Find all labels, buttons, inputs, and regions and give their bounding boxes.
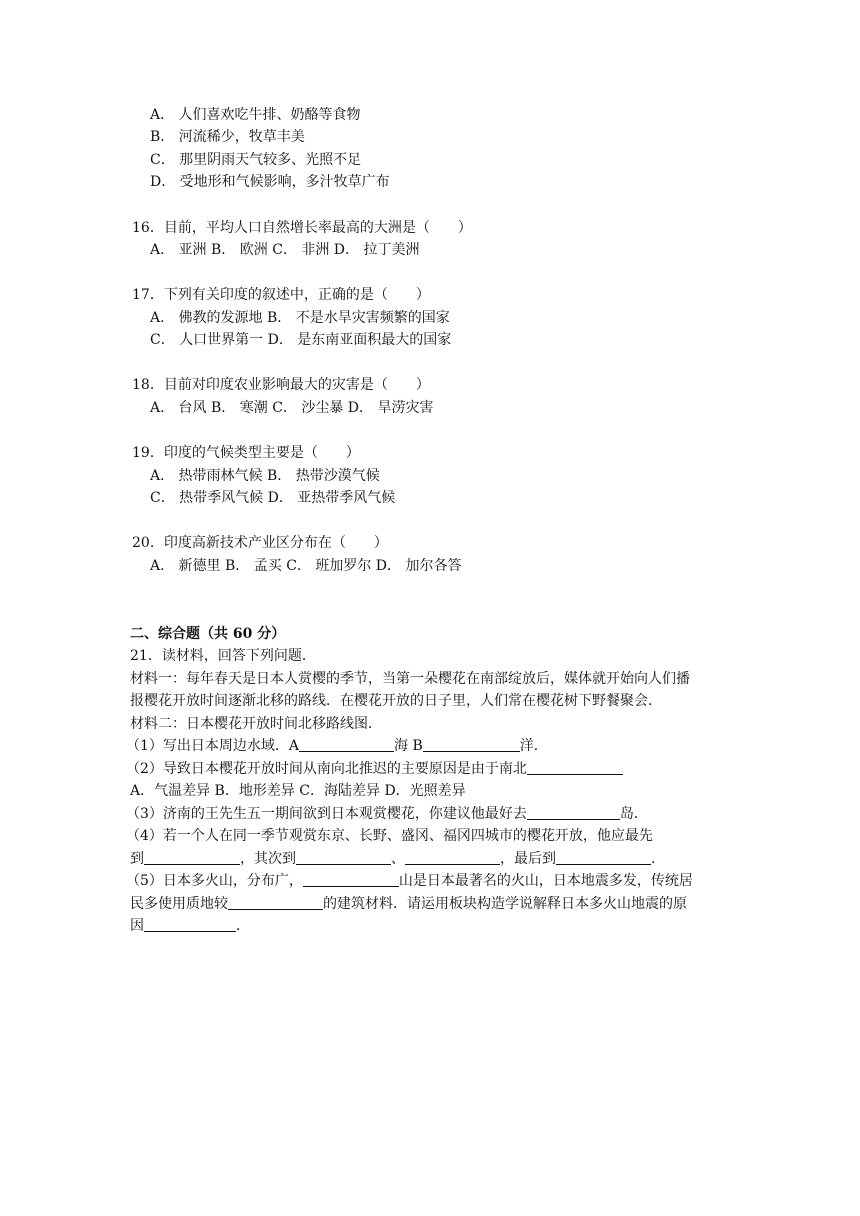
q21-part2-options: A．气温差异 B．地形差异 C．海陆差异 D．光照差异 — [130, 783, 466, 799]
answer-blank-second-city[interactable] — [296, 850, 391, 865]
q21-material1-line2: 报樱花开放时间逐渐北移的路线．在樱花开放的日子里，人们常在樱花树下野餐聚会． — [130, 693, 662, 709]
q21-part4-line2 — [130, 849, 665, 869]
q20-stem: 20．印度高新技术产业区分布在（ ） — [132, 535, 388, 551]
q21-part3 — [126, 804, 648, 824]
q21-part5-line1 — [126, 871, 693, 891]
q15-option-d: D． 受地形和气候影响，多汁牧草广布 — [150, 174, 390, 190]
q17-options-row2: C． 人口世界第一 D． 是东南亚面积最大的国家 — [150, 332, 452, 348]
q15-option-c: C． 那里阴雨天气较多、光照不足 — [150, 152, 362, 168]
q21-part5-line2 — [130, 894, 687, 914]
section-title: 二、综合题（共 60 分） — [130, 626, 286, 642]
answer-blank-part2[interactable] — [527, 760, 623, 775]
q17-stem: 17．下列有关印度的叙述中，正确的是（ ） — [132, 287, 430, 303]
q16-stem: 16．目前，平均人口自然增长率最高的大洲是（ ） — [132, 220, 472, 236]
q21-part4-line1: （4）若一个人在同一季节观赏东京、长野、盛冈、福冈四城市的樱花开放，他应最先 — [126, 828, 653, 844]
q21-part2-text: （2）导致日本樱花开放时间从南向北推迟的主要原因是由于南北 — [126, 761, 527, 777]
answer-blank-volcano[interactable] — [303, 872, 399, 887]
q19-options-row2: C． 热带季风气候 D． 亚热带季风气候 — [150, 490, 396, 506]
q21-material2: 材料二：日本樱花开放时间北移路线图． — [130, 716, 382, 732]
q21-part5-text-a: （5）日本多火山，分布广， — [126, 873, 303, 889]
q21-part4-text-c: 、 — [391, 851, 405, 867]
q19-stem: 19．印度的气候类型主要是（ ） — [132, 445, 360, 461]
q21-part5-text-b: 山是日本最著名的火山，日本地震多发，传统居 — [398, 873, 693, 889]
q16-options: A． 亚洲 B． 欧洲 C． 非洲 D． 拉丁美洲 — [150, 242, 420, 258]
q15-option-a: A． 人们喜欢吃牛排、奶酪等食物 — [150, 107, 361, 123]
q21-part3-text-b: 岛． — [619, 806, 648, 822]
q21-part5-text-f: ． — [236, 918, 250, 934]
q19-options-row1: A． 热带雨林气候 B． 热带沙漠气候 — [150, 468, 380, 484]
q21-stem: 21．读材料，回答下列问题． — [130, 648, 316, 664]
answer-blank-third-city[interactable] — [405, 850, 500, 865]
q21-part4-text-a: 到 — [130, 851, 144, 867]
q21-part4-text-d: ，最后到 — [500, 851, 556, 867]
answer-blank-first-city[interactable] — [144, 850, 240, 865]
q18-options: A． 台风 B． 寒潮 C． 沙尘暴 D． 旱涝灾害 — [150, 400, 434, 416]
answer-blank-ocean-b[interactable] — [423, 737, 520, 752]
q21-part4-text-b: ，其次到 — [240, 851, 296, 867]
q21-part3-text-a: （3）济南的王先生五一期间欲到日本观赏樱花，你建议他最好去 — [126, 806, 527, 822]
q21-part5-text-c: 民多使用质地较 — [130, 896, 228, 912]
q21-part1 — [126, 736, 548, 756]
q17-options-row1: A． 佛教的发源地 B． 不是水旱灾害频繁的国家 — [150, 310, 450, 326]
q21-part2 — [126, 759, 623, 779]
q21-part5-line3 — [130, 916, 250, 936]
answer-blank-last-city[interactable] — [556, 850, 651, 865]
answer-blank-sea-a[interactable] — [299, 737, 394, 752]
q21-part1-text-b: 海 B — [394, 738, 423, 754]
answer-blank-reason[interactable] — [144, 917, 236, 932]
q21-part1-text-c: 洋． — [519, 738, 548, 754]
q15-option-b: B． 河流稀少，牧草丰美 — [150, 129, 305, 145]
q20-options: A． 新德里 B． 孟买 C． 班加罗尔 D． 加尔各答 — [150, 558, 462, 574]
q21-part1-text-a: （1）写出日本周边水域．A — [126, 738, 300, 754]
q18-stem: 18．目前对印度农业影响最大的灾害是（ ） — [132, 377, 430, 393]
q21-material1-line1: 材料一：每年春天是日本人赏樱的季节，当第一朵樱花在南部绽放后，媒体就开始向人们播 — [130, 671, 690, 687]
q21-part4-text-e: ． — [651, 851, 665, 867]
q21-part5-text-d: 的建筑材料．请运用板块构造学说解释日本多火山地震的原 — [323, 896, 687, 912]
answer-blank-material[interactable] — [228, 895, 323, 910]
q21-part5-text-e: 因 — [130, 918, 144, 934]
answer-blank-island[interactable] — [527, 805, 620, 820]
